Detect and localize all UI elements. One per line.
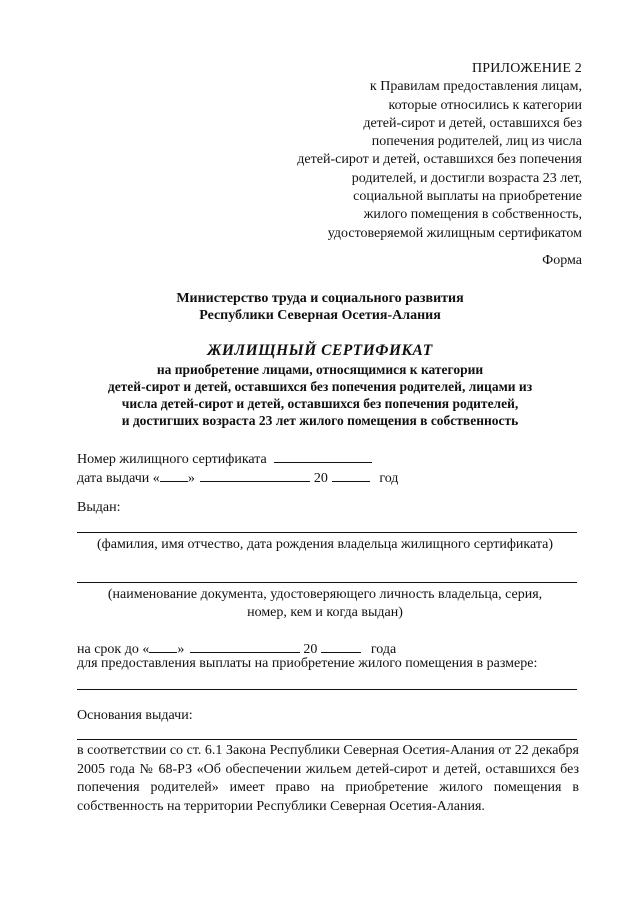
basis-line[interactable] (77, 739, 577, 740)
ministry-line: Министерство труда и социального развития (176, 291, 464, 306)
issue-day-field[interactable] (160, 467, 188, 482)
document-caption (60, 586, 590, 622)
term-row (77, 638, 396, 658)
payment-amount-line[interactable] (77, 689, 577, 690)
appendix-line: социальной выплаты на приобретение (353, 189, 582, 205)
issue-date-suffix: год (379, 471, 399, 486)
appendix-title: ПРИЛОЖЕНИЕ 2 (471, 61, 582, 76)
appendix-header (222, 60, 582, 243)
issue-year-field[interactable] (332, 467, 370, 482)
document-caption-line: (наименование документа, удостоверяющего личность владельца, серия, (107, 587, 543, 602)
cert-number-row (77, 448, 372, 468)
appendix-line: попечения родителей, лиц из числа (371, 134, 582, 150)
certificate-subtitle-line: детей-сирот и детей, оставшихся без попечения родителей, лицами из (107, 379, 533, 394)
appendix-line: родителей, и достигли возраста 23 лет, (351, 170, 582, 186)
term-quote: » (177, 642, 185, 657)
issue-date-prefix: дата выдачи « (77, 471, 160, 486)
document-line[interactable] (77, 582, 577, 583)
appendix-line: к Правилам предоставления лицам, (369, 79, 582, 95)
certificate-subtitle-line: и достигших возраста 23 лет жилого помещения в собственность (121, 413, 519, 428)
appendix-line: удостоверяемой жилищным сертификатом (327, 225, 582, 241)
form-label: Форма (542, 253, 582, 268)
issue-date-year: 20 (313, 471, 328, 486)
certificate-subtitle-line: на приобретение лицами, относящимися к категории (156, 362, 484, 377)
certificate-subtitle-line: числа детей-сирот и детей, оставшихся без попечения родителей, (121, 396, 519, 411)
owner-line[interactable] (77, 532, 577, 533)
appendix-line: которые относились к категории (388, 97, 582, 113)
payment-label: для предоставления выплаты на приобретение жилого помещения в размере: (77, 656, 538, 671)
term-suffix: года (370, 642, 397, 657)
ministry-heading (0, 290, 640, 324)
term-year: 20 (303, 642, 318, 657)
appendix-line: жилого помещения в собственность, (363, 207, 582, 223)
issue-date-row (77, 467, 398, 487)
appendix-line: детей-сирот и детей, оставшихся без попечения (297, 152, 582, 168)
document-caption-line: номер, кем и когда выдан) (247, 605, 403, 620)
cert-number-label: Номер жилищного сертификата (77, 452, 267, 467)
appendix-line: детей-сирот и детей, оставшихся без (363, 115, 582, 131)
term-prefix: на срок до « (77, 642, 150, 657)
term-year-field[interactable] (321, 638, 361, 653)
term-month-field[interactable] (190, 638, 300, 653)
certificate-title: ЖИЛИЩНЫЙ СЕРТИФИКАТ (207, 342, 433, 359)
issue-month-field[interactable] (200, 467, 310, 482)
term-day-field[interactable] (149, 638, 177, 653)
cert-number-field[interactable] (274, 448, 372, 463)
ministry-line: Республики Северная Осетия-Алания (199, 308, 441, 323)
issued-to-label: Выдан: (77, 500, 121, 515)
basis-text: в соответствии со ст. 6.1 Закона Республики Северная Осетия-Алания от 22 декабря 2005 года № 68-РЗ «Об обеспечении жильем детей-сирот и детей, оставшихся без попечения родителей» имеет право на приобретение жилого помещения в собственность на территории Республики Северная Осетия-Алания. (77, 743, 579, 814)
owner-caption: (фамилия, имя отчество, дата рождения владельца жилищного сертификата) (97, 537, 553, 552)
basis-label: Основания выдачи: (77, 708, 193, 723)
issue-date-quote: » (187, 471, 195, 486)
certificate-subtitle (60, 361, 580, 429)
